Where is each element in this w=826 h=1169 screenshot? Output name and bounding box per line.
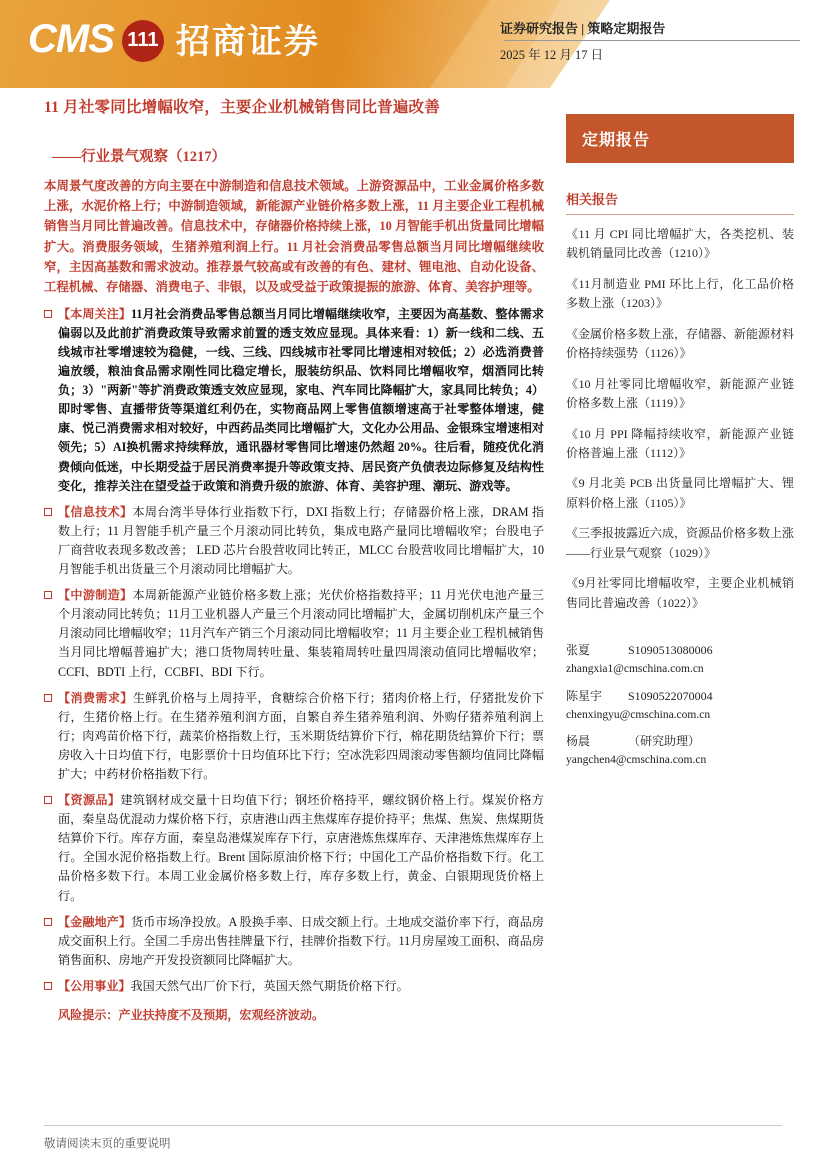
analyst-license: S1090513080006	[628, 643, 713, 657]
related-report-item[interactable]: 《金属价格多数上涨，存储器、新能源材料价格持续强势（1126）》	[566, 326, 795, 361]
bullet-tag: 【公用事业】	[58, 978, 131, 993]
report-date: 2025 年 12 月 17 日	[500, 48, 604, 62]
related-report-item[interactable]: 《三季报披露近六成，资源品价格多数上涨——行业景气观察（1029）》	[566, 526, 795, 560]
list-item	[44, 913, 544, 970]
analyst-email[interactable]: yangchen4@cmschina.com.cn	[566, 754, 707, 767]
bullet-tag: 【本周关注】	[58, 306, 132, 321]
list-item	[44, 977, 544, 996]
related-reports-title: 相关报告	[566, 192, 619, 207]
logo-chinese-name: 招商证券	[175, 24, 320, 61]
analyst-license: （研究助理）	[628, 734, 701, 749]
bullet-tag: 【中游制造】	[58, 588, 133, 603]
related-report-item[interactable]: 《9 月北美 PCB 出货量同比增幅扩大、锂原料价格上涨（1105）》	[566, 476, 794, 510]
summary-paragraph: 本周景气度改善的方向主要在中游制造和信息技术领域。上游资源品中，工业金属价格多数上涨，水泥价格上行；中游制造领域，新能源产业链价格多数上涨，11 月主要企业工程机械销售当月同比普遍改善。信息技术中，存储器价格持续上涨，10 月智能手机出货量同比增幅扩大。消费服务领域，生猪养殖利润上行。11 月社会消费品零售总额当月同比增幅继续收窄，主因高基数和需求波动。推荐景气较高或有改善的有色、建材、锂电池、自动化设备、工程机械、存储器、消费电子、非银，以及或受益于政策提振的旅游、体育、美容护理等。	[44, 179, 544, 294]
risk-note: 风险提示：产业扶持度不及预期，宏观经济波动。	[58, 1008, 325, 1022]
bullet-text: 生鲜乳价格与上周持平，食糖综合价格下行；猪肉价格上行，仔猪批发价下行，生猪价格上行。在生猪养殖利润方面，自繁自养生猪养殖利润、外购仔猪养殖利润上行；肉鸡苗价格下行，蔬菜价格指数上行，玉米期货结算价下行，棉花期货结算价下行；票房收入十日均值下行，电影票价十日均值环比下行；空冰洗彩四周滚动零售额均值同比降幅扩大；中药材价格指数下行。	[58, 690, 544, 781]
analyst-row	[566, 641, 794, 660]
list-item	[44, 791, 544, 906]
page-footer	[0, 1125, 826, 1169]
bullet-text: 本周台湾半导体行业指数下行，DXI 指数上行；存储器价格上涨，DRAM 指数上行；11 月智能手机产量三个月滚动同比转负，集成电路产量同比增幅收窄；台股电子厂商营收表现多数改善； LED 芯片台股营收同比转正，MLCC 台股营收同比增幅扩大，10 月智能手机出货量三个月滚动同比增幅扩大。	[58, 504, 544, 577]
list-item	[44, 503, 544, 579]
analyst-row	[566, 687, 794, 706]
related-report-item[interactable]: 《9月社零同比增幅收窄，主要企业机械销售同比普遍改善（1022）》	[566, 576, 794, 610]
analyst-block	[566, 641, 794, 770]
highlight-list	[44, 305, 544, 996]
analyst-name: 杨晨	[566, 734, 591, 749]
related-report-item[interactable]: 《10 月社零同比增幅收窄，新能源产业链价格多数上涨（1119）》	[566, 376, 794, 411]
bullet-tag: 【信息技术】	[58, 504, 133, 519]
bullet-text: 建筑钢材成交量十日均值下行；钢坯价格持平，螺纹钢价格上行。煤炭价格方面，秦皇岛优混动力煤价格下行，京唐港山西主焦煤库存提价持平；焦煤、焦炭、焦煤期货结算价下行。库存方面，秦皇岛港煤炭库存下行，京唐港炼焦煤库存、天津港炼焦煤库存上行。全国水泥价格指数上行。Brent 国际原油价格下行；中国化工产品价格指数下行。化工品价格多数下行。本周工业金属价格多数上行，库存多数上行，黄金、白银期现货价格上行。	[58, 793, 544, 903]
list-item	[44, 586, 544, 681]
bullet-text: 本周新能源产业链价格多数上涨；光伏价格指数持平；11 月光伏电池产量三个月滚动同比转负；11月工业机器人产量三个月滚动同比增幅扩大，金属切削机床产量三个月滚动同比增幅收窄；11月汽车产销三个月滚动同比增幅收窄；11 月主要企业工程机械销售当月同比增幅普遍扩大；港口货物周转吐量、集装箱周转吐量四周滚动值同比增幅收窄；CCFI、BDTI 上行，CCBFI、BDI 下行。	[58, 588, 544, 679]
list-item	[44, 689, 544, 784]
related-report-item[interactable]: 《11 月 CPI 同比增幅扩大，各类挖机、装载机销量同比改善（1210）》	[566, 227, 794, 261]
page-subtitle: ——行业景气观察（1217）	[52, 149, 226, 166]
analyst-email[interactable]: zhangxia1@cmschina.com.cn	[566, 663, 704, 676]
page-title: 11 月社零同比增幅收窄，主要企业机械销售同比普遍改善	[44, 99, 440, 116]
related-report-item[interactable]: 《10 月 PPI 降幅持续收窄，新能源产业链价格普遍上涨（1112）》	[566, 426, 794, 460]
page-header	[0, 0, 826, 88]
analyst-license: S1090522070004	[628, 688, 713, 703]
bullet-text: 我国天然气出厂价下行，英国天然气期货价格下行。	[130, 978, 409, 993]
logo-cms-text: CMS	[28, 16, 114, 61]
logo-circle-mark: 111	[122, 20, 164, 62]
analyst-row	[566, 732, 794, 751]
report-category-banner: 定期报告	[566, 114, 794, 163]
footer-note: 敬请阅读末页的重要说明	[44, 1138, 171, 1150]
header-meta	[500, 18, 800, 63]
company-logo	[28, 14, 320, 63]
related-reports-divider	[566, 214, 794, 215]
related-report-item[interactable]: 《11月制造业 PMI 环比上行，化工品价格多数上涨（1203）》	[566, 276, 794, 311]
bullet-text: 11月社会消费品零售总额当月同比增幅继续收窄，主要因为高基数、整体需求偏弱以及此前扩消费政策导致需求前置的透支效应显现。具体来看：1）新一线和二线、五线城市社零增速较为稳健，一线、三线、四线城市社零同比增速相对较低；2）必选消费普遍放缓，粮油食品需求刚性同比稳定增长，服装纺织品、饮料同比增幅收窄，烟酒同比转负；3）"两新"等扩消费政策透支效应显现，家电、汽车同比降幅扩大，家具同比转负；4）即时零售、直播带货等渠道红利仍在，实物商品网上零售值额增速高于社零整体增速，健康、悦己消费需求相对较好，中西药品类同比增幅扩大，文化办公用品、金银珠宝增速相对领先；5）AI换机需求持续释放，通讯器材零售同比增速仍然超 20%。往后看，随疫优化消费倾向低迷，中长期受益于居民消费率提升等政策支持、居民资产负债表边际修复及结构性变化，推荐关注在望受益于政策和消费升级的旅游、体育、美容护理、潮玩、游戏等。	[58, 306, 544, 493]
bullet-text: 货币市场净投放。A 股换手率、日成交额上行。土地成交溢价率下行，商品房成交面积上行。全国二手房出售挂牌量下行，挂牌价指数下行。11月房屋竣工面积、商品房销售面积、房地产开发投资额同比降幅扩大。	[58, 914, 544, 967]
page-content	[0, 96, 826, 1116]
analyst-name: 陈星宇	[566, 688, 603, 703]
report-type-label: 证券研究报告 | 策略定期报告	[500, 21, 666, 36]
bullet-tag: 【金融地产】	[58, 914, 132, 929]
analyst-email[interactable]: chenxingyu@cmschina.com.cn	[566, 708, 711, 721]
main-column	[44, 96, 544, 1023]
footer-divider	[44, 1125, 782, 1126]
sidebar	[566, 114, 794, 778]
bullet-tag: 【消费需求】	[58, 690, 133, 705]
analyst-name: 张夏	[566, 643, 591, 657]
list-item	[44, 305, 544, 496]
bullet-tag: 【资源品】	[58, 793, 121, 808]
